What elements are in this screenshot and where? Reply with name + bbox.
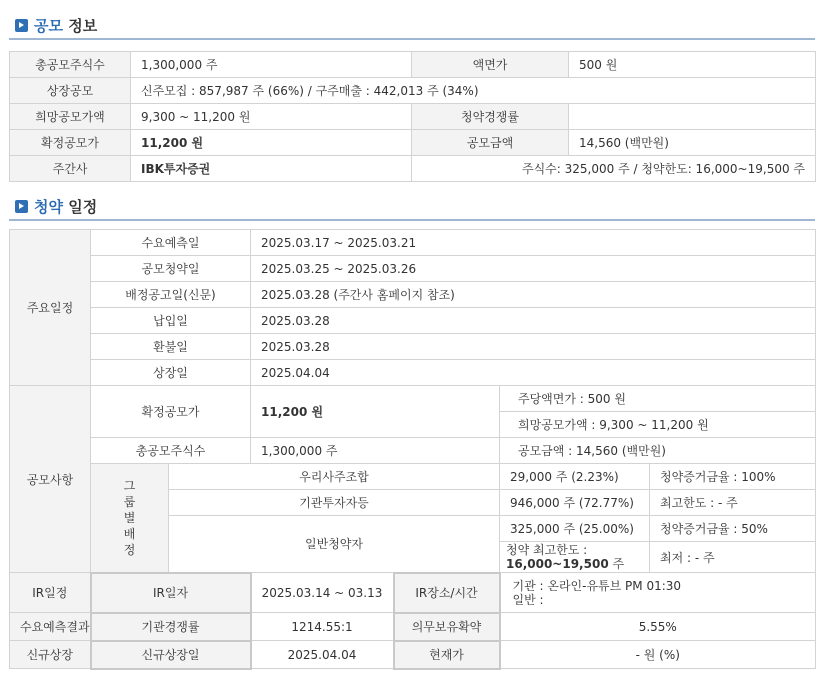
- cell-label: 현재가: [394, 641, 500, 669]
- cell-value: 2025.03.25 ~ 2025.03.26: [251, 256, 816, 282]
- cell-label: 청약경쟁률: [412, 104, 569, 130]
- cell-label: 의무보유확약: [394, 613, 500, 641]
- table-row: [10, 334, 816, 360]
- cell-value: [500, 573, 816, 613]
- cell-value: 9,300 ~ 11,200 원: [131, 104, 412, 130]
- group-label: 수요예측결과: [10, 613, 91, 641]
- group-label: 주요일정: [10, 230, 91, 386]
- offering-info-table: [9, 51, 816, 182]
- cell-value: 11,200 원: [251, 386, 500, 438]
- cell-label: 공모청약일: [91, 256, 251, 282]
- table-row: [10, 386, 816, 412]
- cell-value: 공모금액 : 14,560 (백만원): [500, 438, 816, 464]
- table-row: [10, 641, 816, 669]
- cell-value: 1214.55:1: [251, 613, 394, 641]
- cell-value: 주식수: 325,000 주 / 청약한도: 16,000~19,500 주: [412, 156, 816, 182]
- ir-place-line: 일반 :: [512, 592, 544, 607]
- group-shares: 29,000 주 (2.23%): [500, 464, 650, 490]
- cell-value: 1,300,000 주: [251, 438, 500, 464]
- group-limit: [500, 542, 650, 573]
- section-bullet-icon: [15, 200, 28, 213]
- table-row: [10, 360, 816, 386]
- group-label: IR일정: [10, 573, 91, 613]
- table-row: [10, 282, 816, 308]
- group-shares: 946,000 주 (72.77%): [500, 490, 650, 516]
- cell-value: 2025.03.28 (주간사 홈페이지 참조): [251, 282, 816, 308]
- section-header-offering-info: [9, 12, 815, 40]
- cell-label: 확정공모가: [91, 386, 251, 438]
- cell-value: 주당액면가 : 500 원: [500, 386, 816, 412]
- cell-value: 2025.03.28: [251, 308, 816, 334]
- cell-label: 희망공모가액: [10, 104, 131, 130]
- group-name: 일반청약자: [169, 516, 500, 573]
- cell-label: 수요예측일: [91, 230, 251, 256]
- table-row: [10, 573, 816, 613]
- cell-value: 신주모집 : 857,987 주 (66%) / 구주매출 : 442,013 주 (34%): [131, 78, 816, 104]
- cell-label: 기관경쟁률: [91, 613, 251, 641]
- cell-label: 공모금액: [412, 130, 569, 156]
- cell-value: [569, 104, 816, 130]
- group-allocation-label: [91, 464, 169, 573]
- cell-value: 희망공모가액 : 9,300 ~ 11,200 원: [500, 412, 816, 438]
- group-label: 신규상장: [10, 641, 91, 669]
- cell-label: 확정공모가: [10, 130, 131, 156]
- table-row: [10, 130, 816, 156]
- limit-unit: 주: [608, 557, 625, 571]
- cell-value: 2025.03.14 ~ 03.13: [251, 573, 394, 613]
- section-title: 공모 정보: [34, 17, 98, 35]
- limit-value-line: [506, 557, 643, 571]
- table-row: [10, 104, 816, 130]
- cell-label: 납입일: [91, 308, 251, 334]
- cell-label: 환불일: [91, 334, 251, 360]
- group-name: 기관투자자등: [169, 490, 500, 516]
- cell-label: 상장일: [91, 360, 251, 386]
- table-row: [10, 464, 816, 490]
- section-bullet-icon: [15, 19, 28, 32]
- cell-value: - 원 (%): [500, 641, 816, 669]
- cell-value: 2025.03.17 ~ 2025.03.21: [251, 230, 816, 256]
- section-header-subscription-schedule: [9, 193, 815, 221]
- cell-label: 상장공모: [10, 78, 131, 104]
- cell-value: 500 원: [569, 52, 816, 78]
- group-note: 최저 : - 주: [650, 542, 816, 573]
- cell-value: 14,560 (백만원): [569, 130, 816, 156]
- table-row: [10, 156, 816, 182]
- cell-label: 주간사: [10, 156, 131, 182]
- table-row: [10, 52, 816, 78]
- cell-label: IR일자: [91, 573, 251, 613]
- limit-value: 16,000~19,500: [506, 557, 609, 571]
- cell-value: 11,200 원: [131, 130, 412, 156]
- group-name: 우리사주조합: [169, 464, 500, 490]
- cell-label: IR장소/시간: [394, 573, 500, 613]
- group-label: 공모사항: [10, 386, 91, 573]
- cell-value: 2025.03.28: [251, 334, 816, 360]
- table-row: [10, 78, 816, 104]
- group-note: 최고한도 : - 주: [650, 490, 816, 516]
- subscription-schedule-table: [9, 229, 816, 670]
- cell-label: 신규상장일: [91, 641, 251, 669]
- cell-value: 1,300,000 주: [131, 52, 412, 78]
- cell-value: 5.55%: [500, 613, 816, 641]
- limit-label: 청약 최고한도 :: [506, 543, 588, 557]
- table-row: [10, 308, 816, 334]
- table-row: [10, 438, 816, 464]
- cell-label: 배정공고일(신문): [91, 282, 251, 308]
- cell-value: 2025.04.04: [251, 360, 816, 386]
- group-shares: 325,000 주 (25.00%): [500, 516, 650, 542]
- table-row: [10, 613, 816, 641]
- cell-label: 액면가: [412, 52, 569, 78]
- cell-label: 총공모주식수: [10, 52, 131, 78]
- ir-place-line: 기관 : 온라인-유튜브 PM 01:30: [512, 578, 682, 593]
- group-note: 청약증거금율 : 50%: [650, 516, 816, 542]
- cell-label: 총공모주식수: [91, 438, 251, 464]
- section-title: 청약 일정: [34, 198, 98, 216]
- group-note: 청약증거금율 : 100%: [650, 464, 816, 490]
- table-row: [10, 256, 816, 282]
- vertical-label: 그룹별배정: [123, 478, 136, 557]
- table-row: [10, 230, 816, 256]
- cell-value: IBK투자증권: [131, 156, 412, 182]
- cell-value: 2025.04.04: [251, 641, 394, 669]
